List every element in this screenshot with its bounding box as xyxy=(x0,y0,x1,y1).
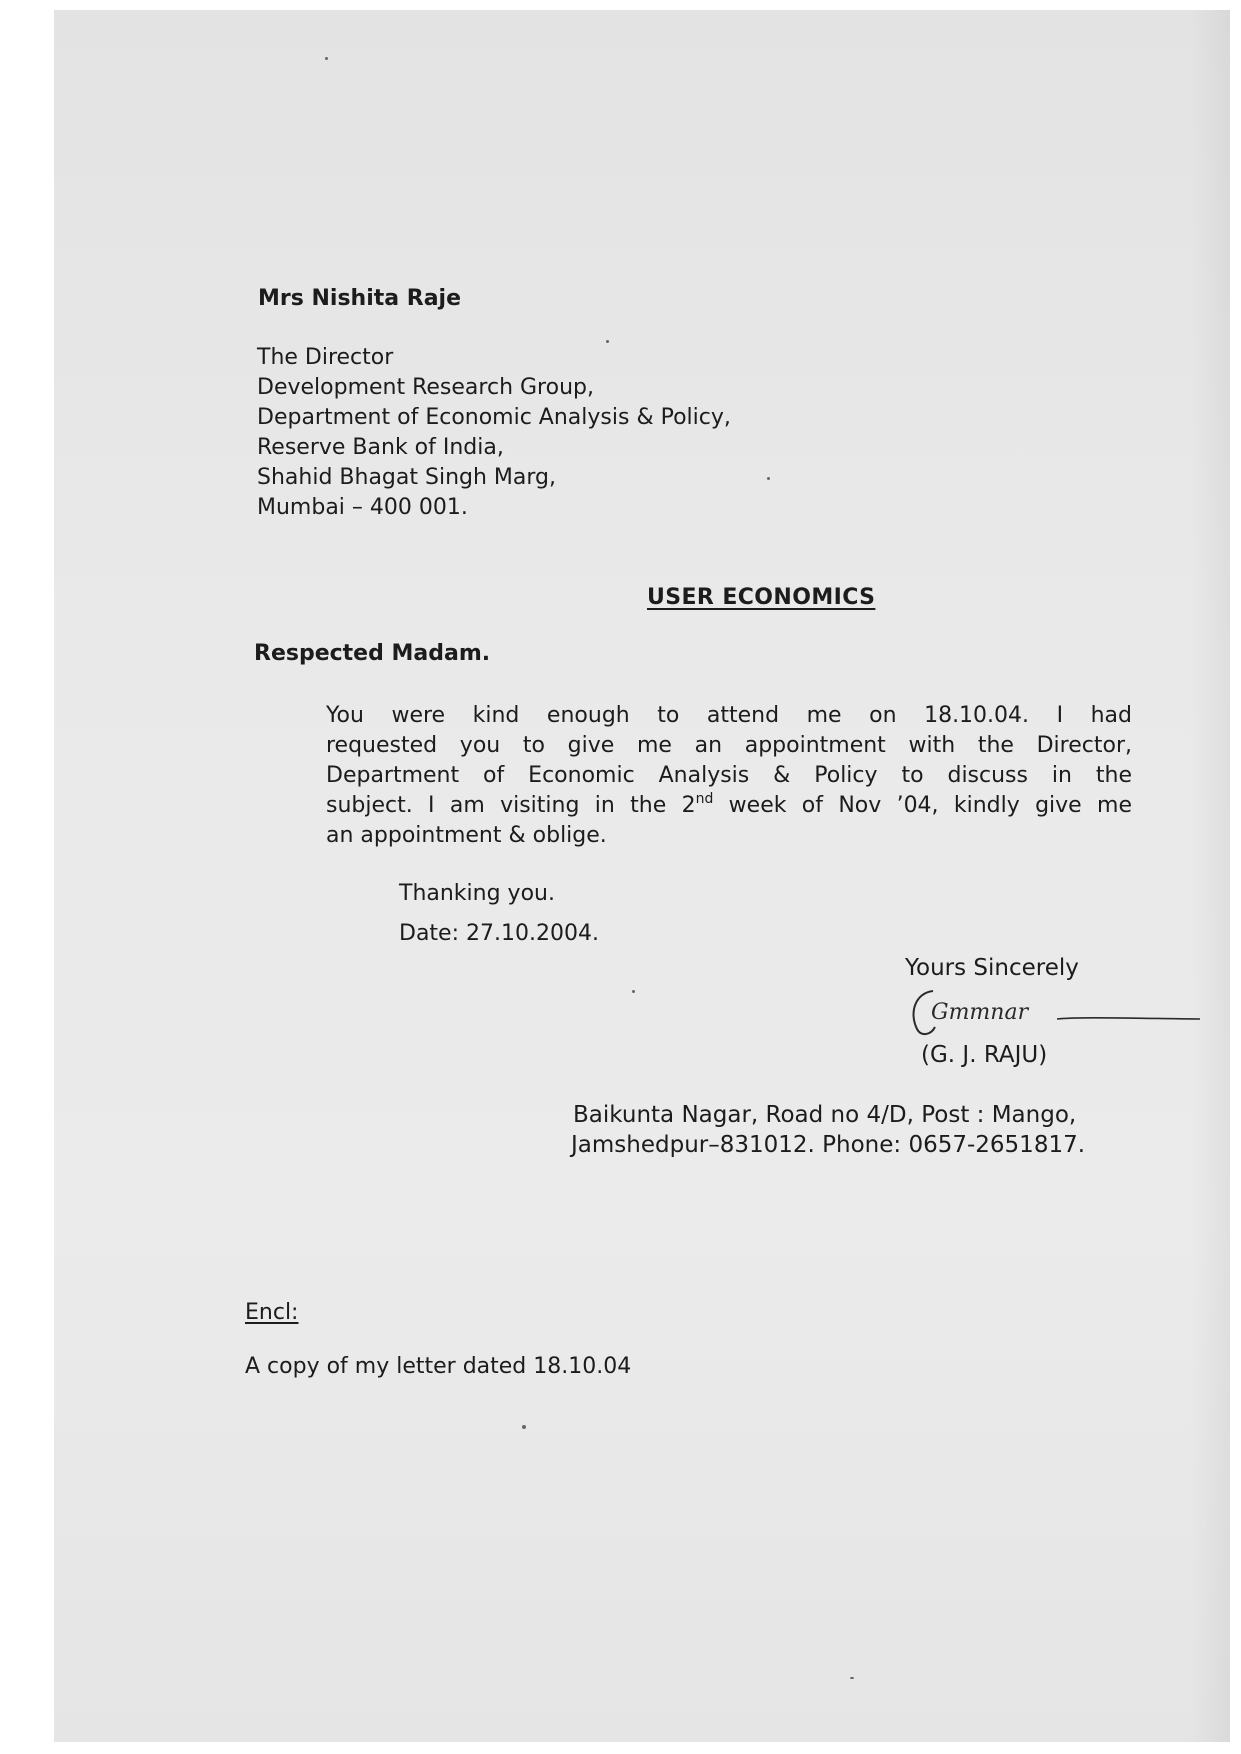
address-line: Shahid Bhagat Singh Marg, xyxy=(257,465,556,490)
closing-line: Yours Sincerely xyxy=(905,955,1079,981)
address-line: Development Research Group, xyxy=(257,375,594,400)
address-line: Department of Economic Analysis & Policy, xyxy=(257,405,731,430)
scan-speck xyxy=(522,1425,526,1429)
body-line xyxy=(326,793,1132,818)
scan-speck xyxy=(632,990,635,993)
body-text: week of Nov ’04, kindly give me xyxy=(713,793,1133,818)
address-line: Reserve Bank of India, xyxy=(257,435,504,460)
salutation: Respected Madam. xyxy=(254,641,491,666)
recipient-name: Mrs Nishita Raje xyxy=(258,286,462,311)
subject-heading: USER ECONOMICS xyxy=(647,585,876,610)
scanned-letter-sheet xyxy=(54,10,1230,1742)
address-line: The Director xyxy=(257,345,394,370)
body-line: Department of Economic Analysis & Policy to discuss in the xyxy=(326,763,1132,788)
scan-speck xyxy=(850,1677,854,1679)
signature-glyphs: Gmmnar xyxy=(931,1000,1029,1025)
enclosure-label: Encl: xyxy=(245,1300,299,1325)
body-text: subject. I am visiting in the 2 xyxy=(326,793,696,818)
ordinal-suffix: nd xyxy=(695,791,714,807)
body-line: an appointment & oblige. xyxy=(326,823,607,848)
enclosure-item: A copy of my letter dated 18.10.04 xyxy=(245,1354,632,1379)
handwritten-signature xyxy=(905,985,1205,1041)
letter-date: Date: 27.10.2004. xyxy=(399,921,599,946)
body-line: You were kind enough to attend me on 18.10.04. I had xyxy=(326,703,1132,728)
address-line: Mumbai – 400 001. xyxy=(257,495,468,520)
scan-speck xyxy=(606,340,609,343)
thanks-line: Thanking you. xyxy=(399,881,555,906)
scan-speck xyxy=(325,57,328,60)
sender-address-line: Baikunta Nagar, Road no 4/D, Post : Mango, xyxy=(573,1102,1077,1128)
scan-speck xyxy=(767,477,770,480)
paper-shadow-edge xyxy=(1190,10,1230,1742)
signer-name: (G. J. RAJU) xyxy=(921,1042,1048,1068)
sender-address-line: Jamshedpur–831012. Phone: 0657-2651817. xyxy=(571,1132,1086,1158)
body-line: requested you to give me an appointment with the Director, xyxy=(326,733,1132,758)
